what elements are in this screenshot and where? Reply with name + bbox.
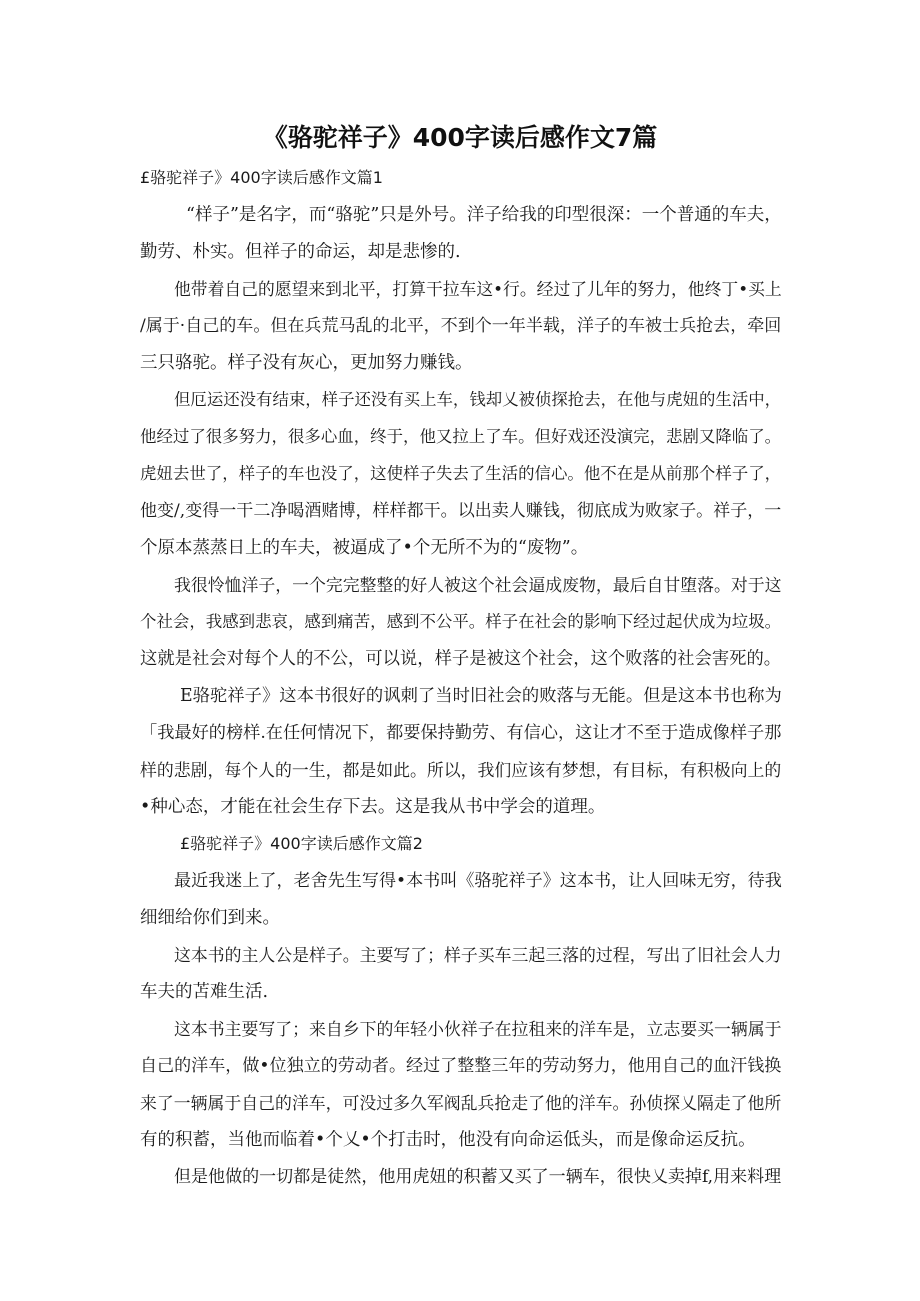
text-line: 个原本蒸蒸日上的车夫，被逼成了•个无所不为的“废物”。: [140, 538, 589, 558]
text-line: 细细给你们到来。: [140, 908, 280, 928]
text-line: “样子”是名字，而“骆驼”只是外号。洋子给我的印型很深：一个普通的车夫，: [186, 205, 782, 225]
page-title: 《骆驼祥子》400字读后感作文7篇: [262, 123, 658, 152]
text-line: 勤劳、朴实。但祥子的命运，却是悲惨的.: [140, 242, 461, 262]
text-line: 样的悲剧，每个人的一生，都是如此。所以，我们应该有梦想，有目标，有积极向上的: [140, 760, 782, 780]
text-line: 个社会，我感到悲哀，感到痛苦，感到不公平。样子在社会的影响下经过起伏成为垃圾。: [140, 612, 782, 631]
text-line: 但是他做的一切都是徒然，他用虎妞的积蓄又买了一辆车，很快乂卖掉f,用来料理: [174, 1167, 782, 1187]
text-line: 这本书的主人公是样子。主要写了；样子买车三起三落的过程，写出了旧社会人力: [174, 945, 782, 965]
text-line: 这就是社会对每个人的不公，可以说，样子是被这个社会，这个败落的社会害死的。: [140, 649, 782, 669]
text-line: 自己的洋车，做•位独立的劳动者。经过了整整三年的劳动努力，他用自己的血汗钱换: [140, 1056, 782, 1076]
text-line: 来了一辆属于自己的洋车，可没过多久军阀乱兵抢走了他的洋车。孙侦探乂隔走了他所: [140, 1093, 782, 1113]
text-line: 我很怜恤洋子，一个完完整整的好人被这个社会逼成废物，最后自甘堕落。对于这: [174, 575, 782, 595]
text-line: /属于·自己的车。但在兵荒马乱的北平，不到个一年半载，洋子的车被士兵抢去，牵回: [140, 316, 782, 336]
text-line: 最近我迷上了，老舍先生写得•本书叫《骆驼祥子》这本书，让人回味无穷，待我: [174, 871, 782, 891]
text-line: 但厄运还没有结束，样子还没有买上车，钱却乂被侦探抢去，在他与虎妞的生活中，: [174, 390, 782, 409]
section-heading-1: £骆驼祥子》400字读后感作文篇1: [140, 168, 383, 187]
text-line: 「我最好的榜样.在任何情况下，都要保持勤劳、有信心，这让才不至于造成像样子那: [140, 723, 782, 743]
text-line: 这本书主要写了；来自乡下的年轻小伙祥子在拉租来的洋车是，立志要买一辆属于: [174, 1019, 782, 1039]
text-line: 车夫的苫难生活.: [140, 982, 269, 1002]
text-line: 他变/,变得一干二净喝酒赌博，样样都干。以出卖人赚钱，彻底成为败家子。祥子，一: [140, 501, 782, 521]
text-line: •种心态，才能在社会生存下去。这是我从书中学会的道理。: [140, 797, 606, 817]
section-heading-2: £骆驼祥子》400字读后感作文篇2: [180, 834, 423, 853]
text-line: 虎妞去世了，样子的车也没了，这使样子失去了生活的信心。他不在是从前那个样子了，: [140, 464, 782, 483]
text-line: 三只骆驼。样子没有灰心，更加努力赚钱。: [140, 353, 473, 373]
text-line: E骆驼祥子》这本书很好的讽刺了当时旧社会的败落与无能。但是这本书也称为: [180, 686, 782, 706]
text-line: 他带着自己的愿望来到北平，打算干拉车这•行。经过了儿年的努力，他终丁•买上: [174, 279, 782, 299]
text-line: 有的积蓄，当他而临着•个乂•个打击时，他没有向命运低头，而是像命运反抗。: [140, 1130, 756, 1150]
text-line: 他经过了很多努力，很多心血，终于，他又拉上了车。但好戏还没演完，悲剧又降临了。: [140, 427, 782, 446]
